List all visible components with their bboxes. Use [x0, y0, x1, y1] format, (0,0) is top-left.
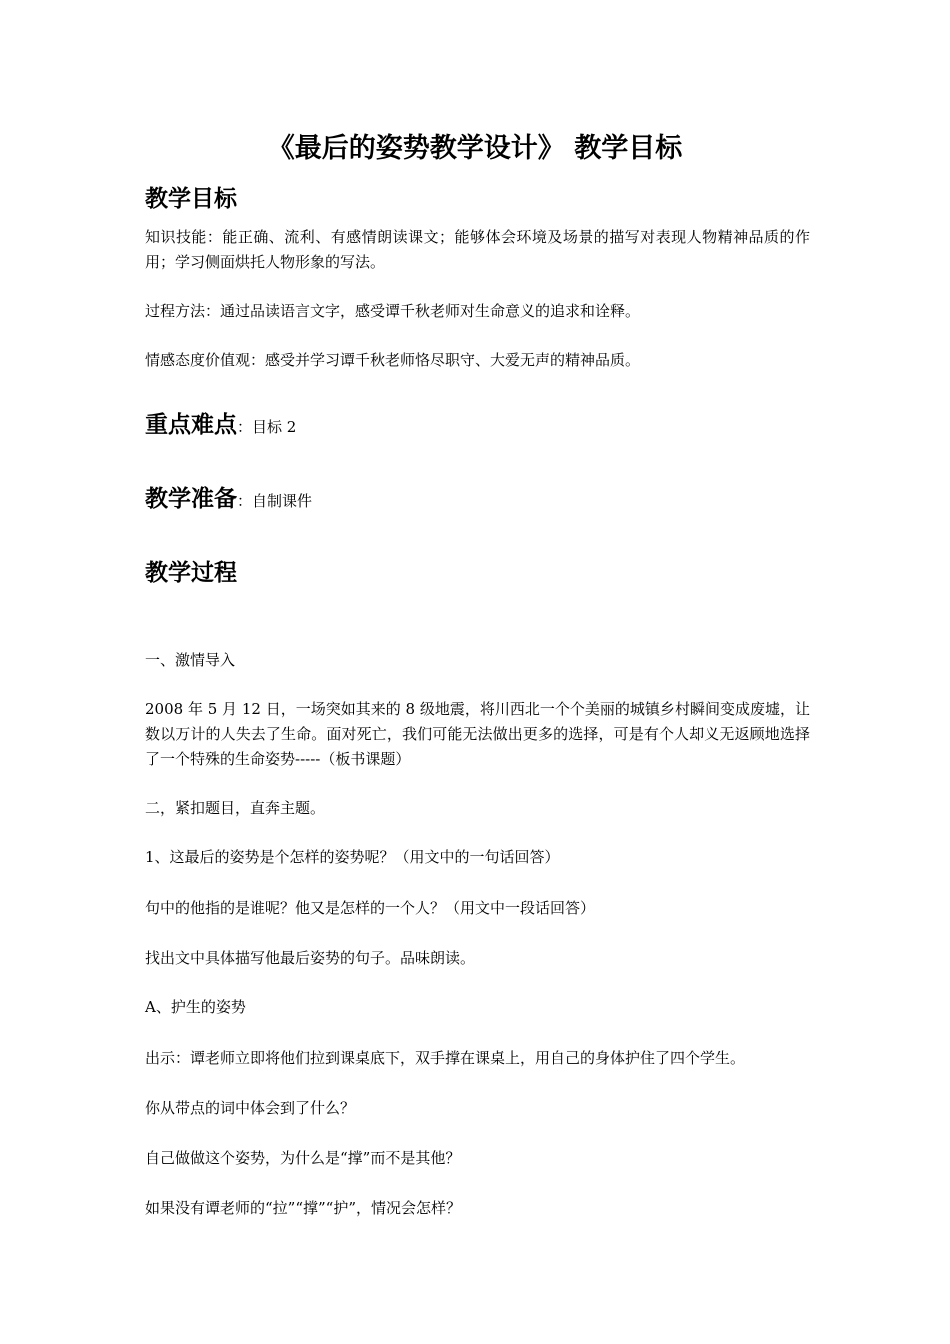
section-1-title: 一、激情导入 [145, 651, 236, 669]
question-1: 1、这最后的姿势是个怎样的姿势呢？（用文中的一句话回答） [145, 848, 560, 866]
question-2: 句中的他指的是谁呢？他又是怎样的一个人？（用文中一段话回答） [145, 899, 596, 917]
section-2-title: 二，紧扣题目，直奔主题。 [145, 799, 326, 817]
preparation-note: ：自制课件 [237, 492, 313, 510]
display-sentence: 出示：谭老师立即将他们拉到课桌底下，双手撑在课桌上，用自己的身体护住了四个学生。 [145, 1049, 746, 1067]
subsection-a-title: A、护生的姿势 [145, 998, 246, 1016]
document-title: 《最后的姿势教学设计》 教学目标 [267, 133, 683, 164]
heading-key-points [145, 408, 296, 444]
question-4: 你从带点的词中体会到了什么？ [145, 1099, 356, 1117]
question-3: 找出文中具体描写他最后姿势的句子。品味朗读。 [145, 949, 476, 967]
heading-preparation-label: 教学准备 [145, 486, 237, 512]
question-6: 如果没有谭老师的“拉”“撑”“护”，情况会怎样？ [145, 1199, 462, 1217]
section-1-body: 2008 年 5 月 12 日，一场突如其来的 8 级地震，将川西北一个个美丽的城镇乡村瞬间变成废墟，让数以万计的人失去了生命。面对死亡，我们可能无法做出更多的选择，可是有个人却义无返顾地选择了一个特殊的生命姿势-----（板书课题） [145, 700, 810, 768]
heading-preparation [145, 482, 312, 518]
question-5: 自己做做这个姿势，为什么是“撑”而不是其他？ [145, 1149, 461, 1167]
paragraph-process-method: 过程方法：通过品读语言文字，感受谭千秋老师对生命意义的追求和诠释。 [145, 302, 641, 320]
key-points-note: ：目标 2 [237, 418, 297, 436]
paragraph-knowledge-skills: 知识技能：能正确、流利、有感情朗读课文；能够体会环境及场景的描写对表现人物精神品质的作用；学习侧面烘托人物形象的写法。 [145, 228, 810, 271]
paragraph-emotion-values: 情感态度价值观：感受并学习谭千秋老师恪尽职守、大爱无声的精神品质。 [145, 351, 641, 369]
heading-objectives: 教学目标 [145, 186, 237, 212]
heading-procedure: 教学过程 [145, 560, 237, 586]
heading-key-points-label: 重点难点 [145, 412, 237, 438]
